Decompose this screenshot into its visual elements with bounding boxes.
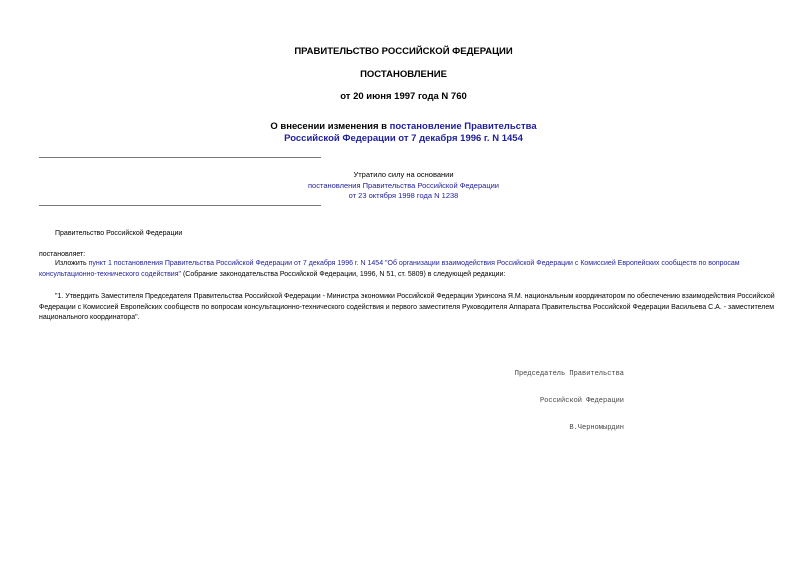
government-line: Правительство Российской Федерации xyxy=(55,230,183,237)
document-type: ПОСТАНОВЛЕНИЕ xyxy=(360,69,447,80)
document-title xyxy=(0,121,807,145)
document-date: от 20 июня 1997 года N 760 xyxy=(340,91,467,102)
signature-title: Председатель Правительства xyxy=(514,370,624,378)
title-prefix: О внесении изменения в xyxy=(270,121,390,132)
status-line: Утратило силу на основании xyxy=(353,170,454,179)
amend-link[interactable]: пункт 1 постановления Правительства Российской Федерации от 7 декабря 1996 г. N 1454 "Об организации взаимодействия Российской Федерации с Комиссией Европейских сообществ по вопросам консультационно-технического содействия" xyxy=(39,260,740,278)
decree-word: постановляет: xyxy=(39,251,86,258)
status-link-part2[interactable]: от 23 октября 1998 года N 1238 xyxy=(348,191,459,200)
status-note xyxy=(0,170,807,202)
title-link-part2[interactable]: Российской Федерации от 7 декабря 1996 г. N 1454 xyxy=(284,133,523,144)
amend-prefix: Изложить xyxy=(55,260,89,267)
signature-block xyxy=(460,352,624,442)
signature-name: В.Черномырдин xyxy=(569,424,624,432)
quoted-paragraph: "1. Утвердить Заместителя Председателя Правительства Российской Федерации - Министра экономики Российской Федерации Уринсона Я.М. национальным координатором по обеспечению взаимодействия Российской Федерации с Комиссией Европейских сообществ по вопросам консультационно-технического содействия и первого заместителя Руководителя Аппарата Правительства Российской Федерации Васильева С.А. - заместителем национального координатора". xyxy=(39,293,775,321)
government-heading: ПРАВИТЕЛЬСТВО РОССИЙСКОЙ ФЕДЕРАЦИИ xyxy=(294,46,513,57)
title-link-part1[interactable]: постановление Правительства xyxy=(389,121,537,132)
divider-bottom xyxy=(39,205,321,206)
divider-top xyxy=(39,157,321,158)
amend-suffix: (Собрание законодательства Российской Федерации, 1996, N 51, ст. 5809) в следующей редакции: xyxy=(181,270,506,278)
amendment-paragraph xyxy=(39,259,775,280)
signature-org: Российской Федерации xyxy=(539,397,624,405)
status-link-part1[interactable]: постановления Правительства Российской Федерации xyxy=(307,180,499,190)
